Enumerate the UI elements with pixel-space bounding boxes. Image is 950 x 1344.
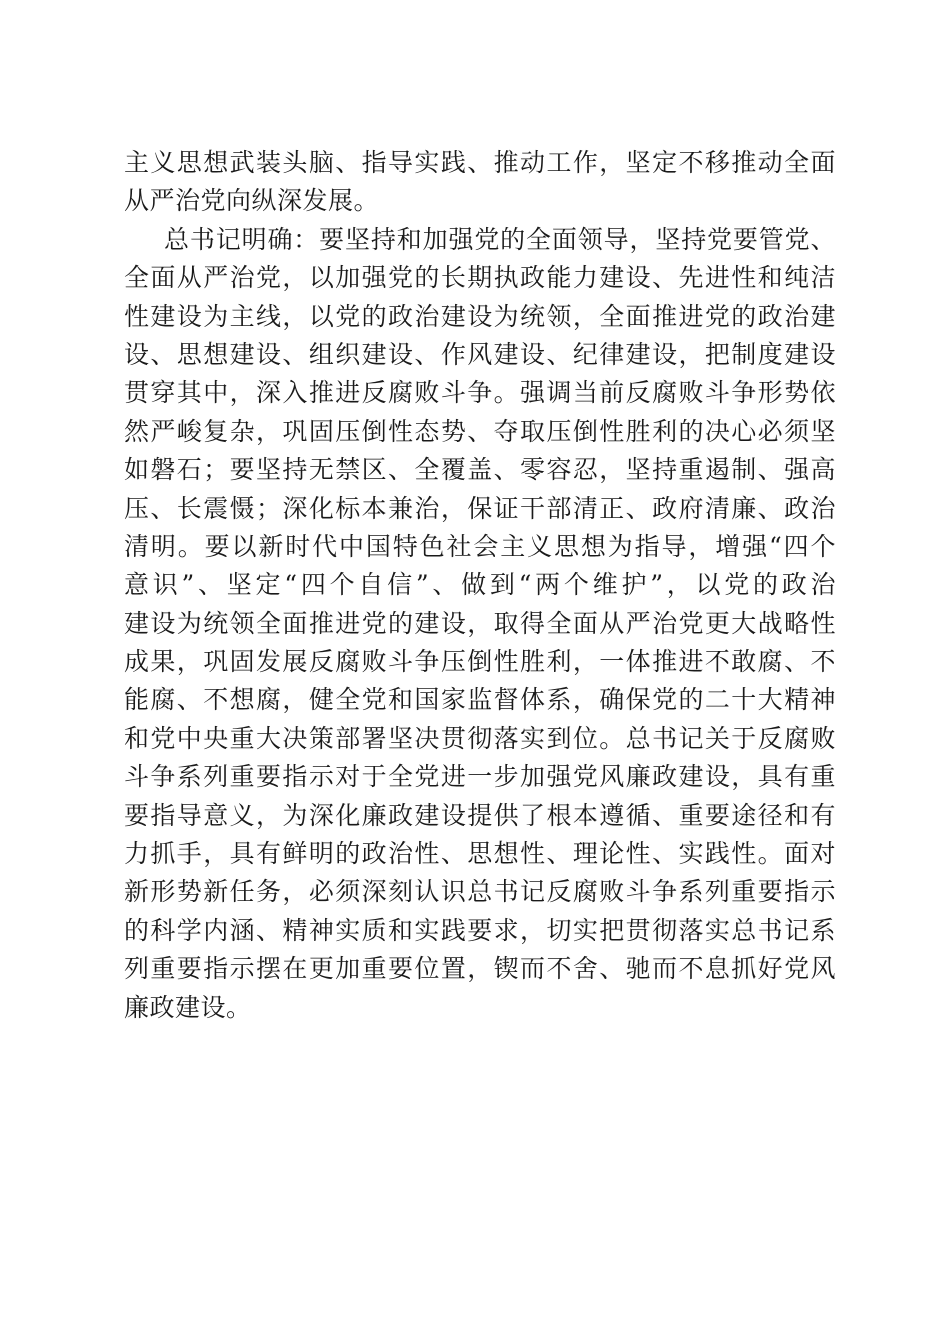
paragraph-line: 新形势新任务，必须深刻认识总书记反腐败斗争系列重要指示 — [124, 877, 836, 907]
paragraph-line: 斗争系列重要指示对于全党进一步加强党风廉政建设，具有重 — [124, 762, 836, 792]
paragraph-line: 如磐石；要坚持无禁区、全覆盖、零容忍，坚持重遏制、强高 — [124, 455, 836, 485]
paragraph-line: 清明。要以新时代中国特色社会主义思想为指导，增强“四个 — [124, 531, 836, 561]
paragraph-line: 贯穿其中，深入推进反腐败斗争。强调当前反腐败斗争形势依 — [124, 378, 836, 408]
paragraph-line: 能腐、不想腐，健全党和国家监督体系，确保党的二十大精神 — [124, 685, 836, 715]
paragraph-line: 力抓手，具有鲜明的政治性、思想性、理论性、实践性。面对 — [124, 839, 836, 869]
paragraph-line: 总书记明确：要坚持和加强党的全面领导，坚持党要管党、 — [164, 224, 836, 254]
paragraph-line: 的科学内涵、精神实质和实践要求，切实把贯彻落实总书记系 — [124, 915, 836, 945]
paragraph-line: 建设为统领全面推进党的建设，取得全面从严治党更大战略性 — [124, 608, 836, 638]
paragraph-line: 和党中央重大决策部署坚决贯彻落实到位。总书记关于反腐败 — [124, 723, 836, 753]
paragraph-1 — [124, 144, 836, 221]
paragraph-line: 全面从严治党，以加强党的长期执政能力建设、先进性和纯洁 — [124, 263, 836, 293]
paragraph-line: 主义思想武装头脑、指导实践、推动工作，坚定不移推动全面 — [124, 148, 836, 177]
paragraph-line: 性建设为主线，以党的政治建设为统领，全面推进党的政治建 — [124, 301, 836, 331]
paragraph-line: 意识”、坚定“四个自信”、做到“两个维护”，以党的政治 — [124, 570, 836, 600]
paragraph-2 — [124, 221, 836, 1027]
paragraph-line: 列重要指示摆在更加重要位置，锲而不舍、驰而不息抓好党风 — [124, 954, 836, 984]
paragraph-line: 设、思想建设、组织建设、作风建设、纪律建设，把制度建设 — [124, 339, 836, 369]
paragraph-line: 然严峻复杂，巩固压倒性态势、夺取压倒性胜利的决心必须坚 — [124, 416, 836, 446]
paragraph-line: 压、长震慑；深化标本兼治，保证干部清正、政府清廉、政治 — [124, 493, 836, 523]
document-body — [124, 144, 836, 1027]
paragraph-line: 成果，巩固发展反腐败斗争压倒性胜利，一体推进不敢腐、不 — [124, 647, 836, 677]
paragraph-line: 要指导意义，为深化廉政建设提供了根本遵循、重要途径和有 — [124, 800, 836, 830]
paragraph-line: 从严治党向纵深发展。 — [124, 186, 380, 216]
paragraph-line: 廉政建设。 — [124, 992, 252, 1022]
